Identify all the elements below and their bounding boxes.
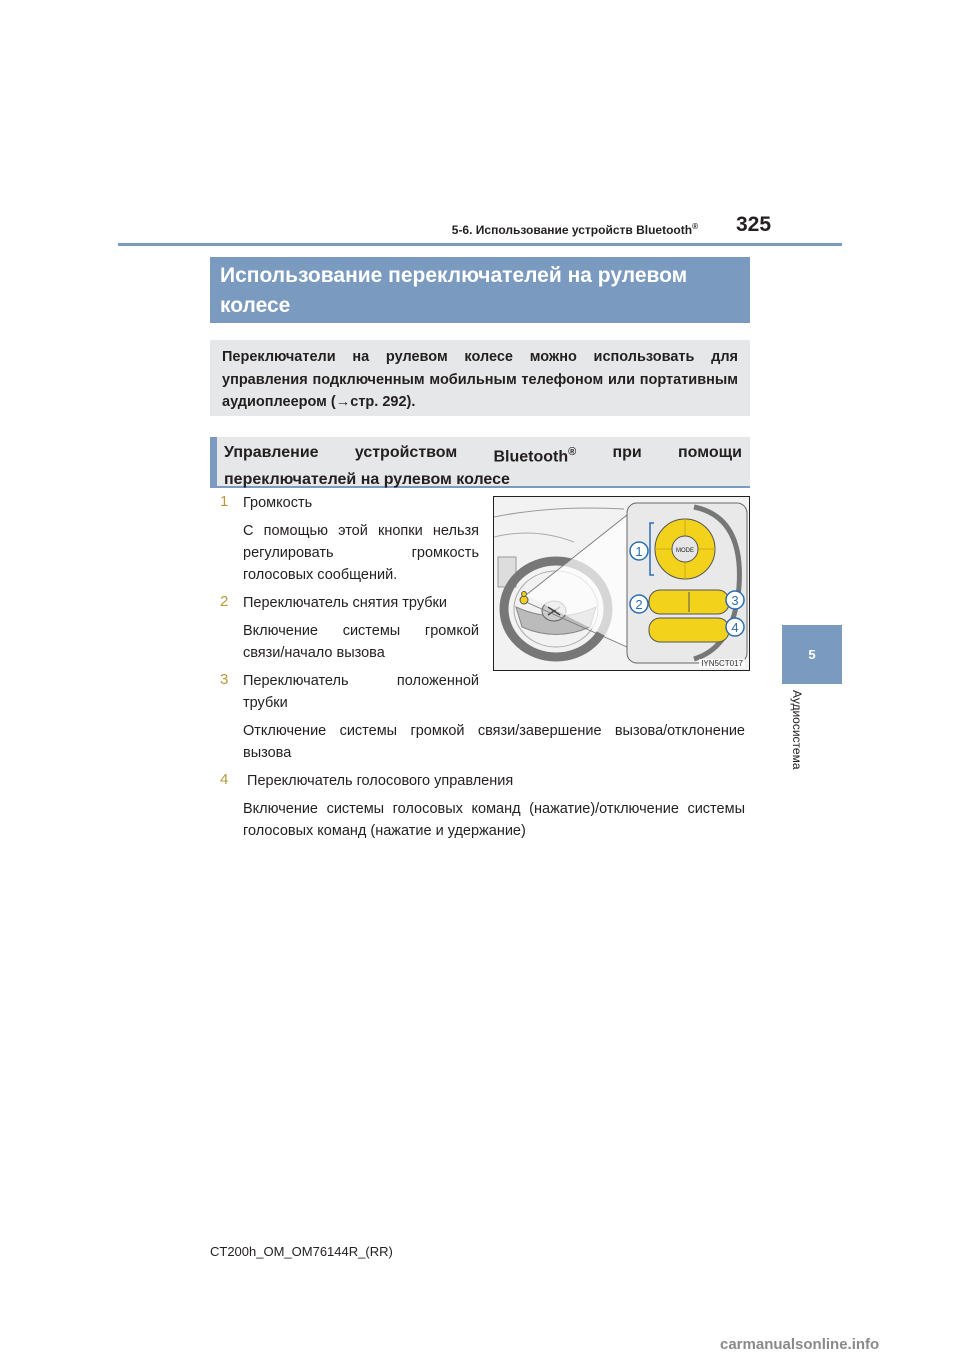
callout-3: 3	[731, 593, 739, 608]
section-title: 5-6. Использование устройств Bluetooth	[451, 223, 693, 237]
chapter-tab	[782, 625, 842, 684]
chapter-label-wrap	[772, 690, 822, 800]
subsection-word: при	[612, 444, 642, 461]
item-title-2: Переключатель снятия трубки	[243, 595, 447, 611]
registered-sup: ®	[568, 446, 577, 458]
subsection-heading-line2: переключателей на рулевом колесе	[224, 471, 510, 489]
callout-4: 4	[731, 620, 739, 635]
arrow-icon: →	[335, 394, 351, 410]
item-number-1: 1	[220, 493, 229, 510]
chapter-label: Аудиосистема	[790, 690, 804, 770]
running-header	[380, 222, 698, 237]
subsection-heading-line1	[224, 441, 742, 468]
callout-2: 2	[635, 597, 643, 612]
page-number: 325	[736, 213, 772, 236]
callout-1: 1	[635, 544, 643, 559]
page-title-line2: колесе	[220, 294, 291, 317]
bluetooth-text: Bluetooth	[493, 448, 569, 466]
intro-box	[210, 340, 750, 416]
item-desc-1: С помощью этой кнопки нельзя регулировать громкость голосовых сообщений.	[243, 523, 479, 583]
footer-doc-id: CT200h_OM_OM76144R_(RR)	[210, 1244, 393, 1259]
item-desc-2: Включение системы громкой связи/начало вызова	[243, 623, 479, 661]
chapter-number: 5	[808, 647, 816, 662]
subsection-word-bluetooth	[493, 441, 576, 468]
item-title-1: Громкость	[243, 495, 313, 511]
item-number-2: 2	[220, 593, 229, 610]
item-number-4: 4	[220, 771, 229, 788]
item-number-3: 3	[220, 671, 229, 688]
item-title-4: Переключатель голосового управления	[243, 773, 514, 789]
steering-wheel-drawing	[494, 497, 749, 670]
subsection-word: Управление	[224, 444, 319, 461]
item-title-3: Переключатель положенной трубки	[243, 673, 479, 711]
intro-text: Переключатели на рулевом колесе можно использовать для управления подключенным мобильным телефоном или портативным аудиоплеером (	[222, 349, 738, 410]
mode-label: MODE	[676, 548, 694, 554]
watermark: carmanualsonline.info	[720, 1336, 880, 1353]
header-rule	[118, 243, 842, 246]
page-title-line1: Использование переключателей на рулевом	[220, 264, 688, 287]
item-desc-4: Включение системы голосовых команд (нажатие)/отключение системы голосовых команд (нажатие и удержание)	[243, 801, 745, 839]
page-title	[210, 257, 750, 323]
illustration-code: IYN5CT017	[701, 659, 743, 668]
subsection-word: устройством	[354, 444, 458, 461]
intro-page-ref[interactable]: стр. 292).	[350, 394, 416, 410]
subsection-heading	[210, 437, 750, 488]
steering-wheel-illustration	[493, 496, 750, 671]
item-desc-3: Отключение системы громкой связи/завершение вызова/отклонение вызова	[243, 723, 745, 761]
subsection-word: помощи	[677, 444, 742, 461]
section-title-sup: ®	[692, 222, 698, 231]
